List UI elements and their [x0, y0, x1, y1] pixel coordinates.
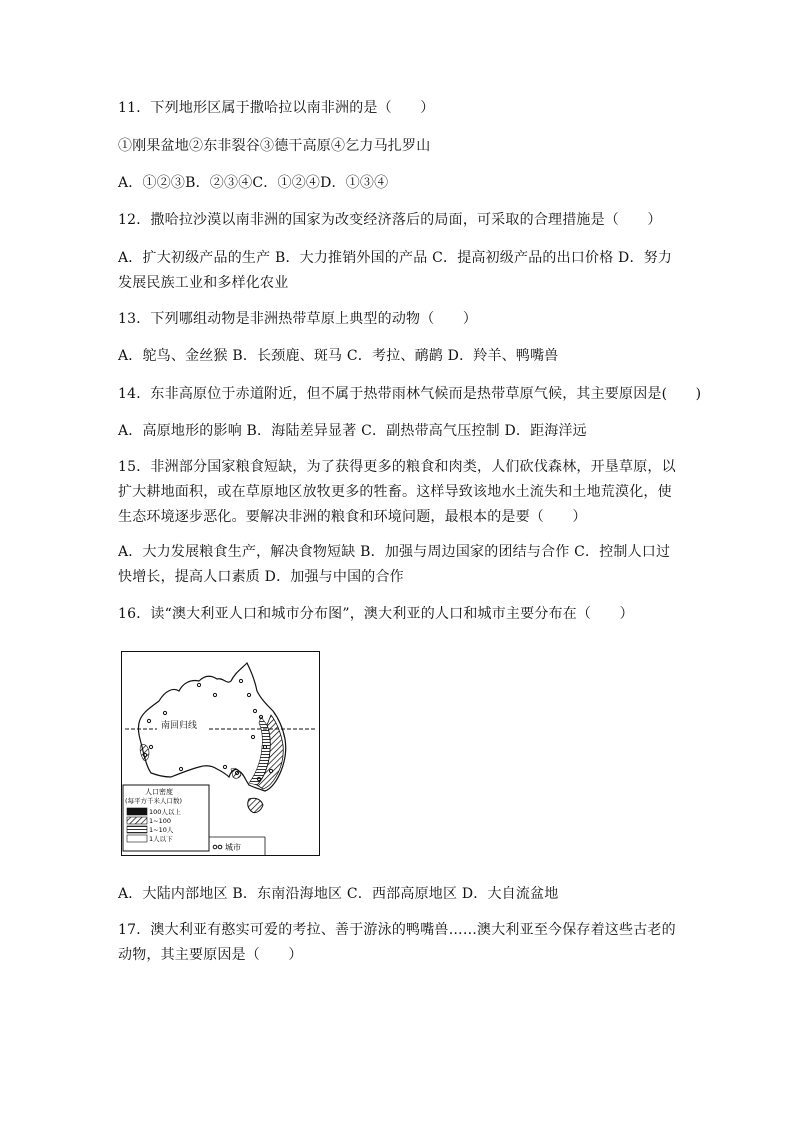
- legend-item-2: 1~100: [149, 817, 171, 825]
- tropic-label: 南回归线: [161, 721, 198, 731]
- legend-item-4: 1人以下: [149, 835, 173, 843]
- australia-population-map: [121, 651, 320, 856]
- question-stem: 13．下列哪组动物是非洲热带草原上典型的动物（ ）: [118, 311, 478, 327]
- question-options: A．鸵鸟、金丝猴 B．长颈鹿、斑马 C．考拉、鸸鹋 D．羚羊、鸭嘴兽: [118, 348, 559, 364]
- legend-city-label: 城市: [225, 843, 241, 852]
- legend-subtitle: (每平方千米人口数): [125, 797, 183, 805]
- question-stem: 17．澳大利亚有憨实可爱的考拉、善于游泳的鸭嘴兽……澳大利亚至今保存着这些古老的动物，其主要原因是（ ）: [118, 922, 676, 963]
- legend-item-3: 1~10人: [149, 826, 174, 834]
- question-subitems: ①刚果盆地②东非裂谷③德干高原④乞力马扎罗山: [118, 138, 431, 154]
- map-svg: [121, 651, 320, 856]
- question-stem: 11．下列地形区属于撒哈拉以南非洲的是（ ）: [118, 100, 435, 116]
- question-stem: 16．读“澳大利亚人口和城市分布图”，澳大利亚的人口和城市主要分布在（ ）: [118, 606, 634, 622]
- question-options: A．大力发展粮食生产，解决食物短缺 B．加强与周边国家的团结与合作 C．控制人口过快增长，提高人口素质 D．加强与中国的合作: [118, 544, 671, 585]
- question-options: A．高原地形的影响 B．海陆差异显著 C．副热带高气压控制 D．距海洋远: [118, 423, 587, 439]
- question-stem: 15．非洲部分国家粮食短缺，为了获得更多的粮食和肉类，人们砍伐森林，开垦草原，以扩大耕地面积，或在草原地区放牧更多的牲畜。这样导致该地水土流失和土地荒漠化，使生态环境逐步恶化。要解决非洲的粮食和环境问题，最根本的是要（ ）: [118, 459, 676, 525]
- legend-title: 人口密度: [145, 788, 173, 796]
- question-stem: 14．东非高原位于赤道附近，但不属于热带雨林气候而是热带草原气候，其主要原因是( ): [118, 386, 702, 402]
- legend-item-1: 100人以上: [149, 808, 181, 816]
- question-options: A．大陆内部地区 B．东南沿海地区 C．西部高原地区 D．大自流盆地: [118, 886, 559, 902]
- question-stem: 12．撒哈拉沙漠以南非洲的国家为改变经济落后的局面，可采取的合理措施是（ ）: [118, 212, 662, 228]
- question-options: A．扩大初级产品的生产 B．大力推销外国的产品 C．提高初级产品的出口价格 D．努力发展民族工业和多样化农业: [118, 250, 673, 291]
- question-options: A．①②③B．②③④C．①②④D．①③④: [118, 175, 389, 191]
